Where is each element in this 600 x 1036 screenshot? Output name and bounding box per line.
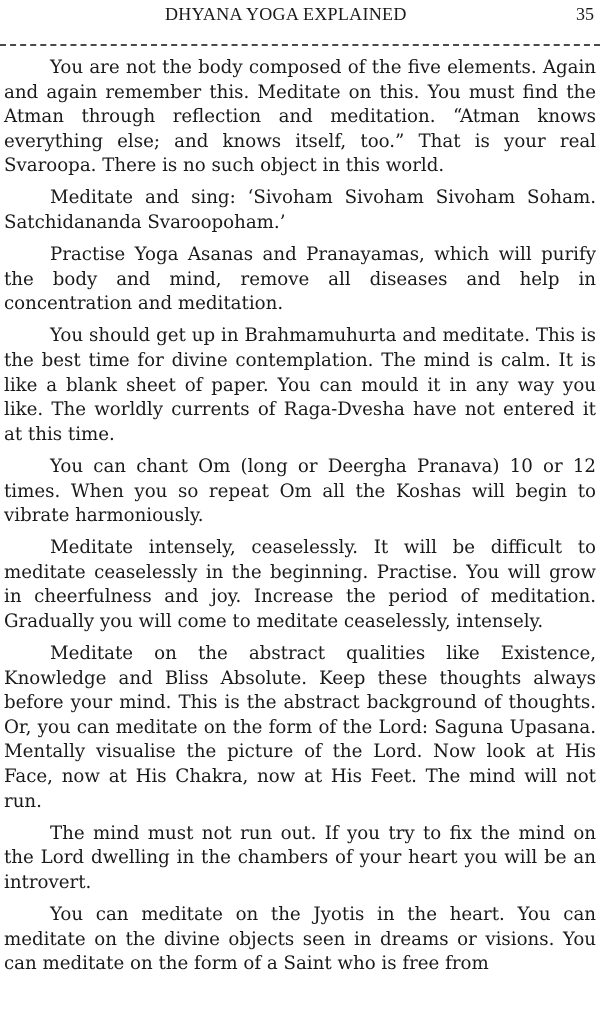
paragraph: Practise Yoga Asanas and Pranayamas, which will purify the body and mind, remove all diseases and help in concentration and meditation. <box>4 244 596 315</box>
paragraph: Meditate and sing: ‘Sivoham Sivoham Sivoham Soham. Satchidananda Svaroopoham.’ <box>4 187 596 234</box>
paragraph: The mind must not run out. If you try to fix the mind on the Lord dwelling in the chambers of your heart you will be an introvert. <box>4 822 596 893</box>
paragraph: Meditate on the abstract qualities like Existence, Knowledge and Bliss Absolute. Keep these thoughts always before your mind. This is the abstract background of thoughts. Or, you can meditate on the form of the Lord: Saguna Upasana. Mentally visualise the picture of the Lord. Now look at His Face, now at His Chakra, now at His Feet. The mind will not run. <box>4 643 596 812</box>
paragraph: You should get up in Brahmamuhurta and meditate. This is the best time for divine contemplation. The mind is calm. It is like a blank sheet of paper. You can mould it in any way you like. The worldly currents of Raga-Dvesha have not entered it at this time. <box>4 325 596 445</box>
running-head <box>0 2 600 28</box>
header-dashed-rule <box>0 44 600 46</box>
paragraph: You are not the body composed of the five elements. Again and again remember this. Meditate on this. You must find the Atman through reflection and meditation. “Atman knows everything else; and knows itself, too.” That is your real Svaroopa. There is no such object in this world. <box>4 57 596 177</box>
running-title: DHYANA YOGA EXPLAINED <box>165 4 407 24</box>
paragraph: You can chant Om (long or Deergha Pranava) 10 or 12 times. When you so repeat Om all the Koshas will begin to vibrate harmoniously. <box>4 455 596 527</box>
paragraph: You can meditate on the Jyotis in the heart. You can meditate on the divine objects seen in dreams or visions. You can meditate on the form of a Saint who is free from <box>4 904 596 975</box>
paragraph: Meditate intensely, ceaselessly. It will be difficult to meditate ceaselessly in the beginning. Practise. You will grow in cheerfulness and joy. Increase the period of meditation. Gradually you will come to meditate ceaselessly, intensely. <box>4 537 596 632</box>
body-text <box>4 56 596 984</box>
page-number: 35 <box>576 4 594 24</box>
